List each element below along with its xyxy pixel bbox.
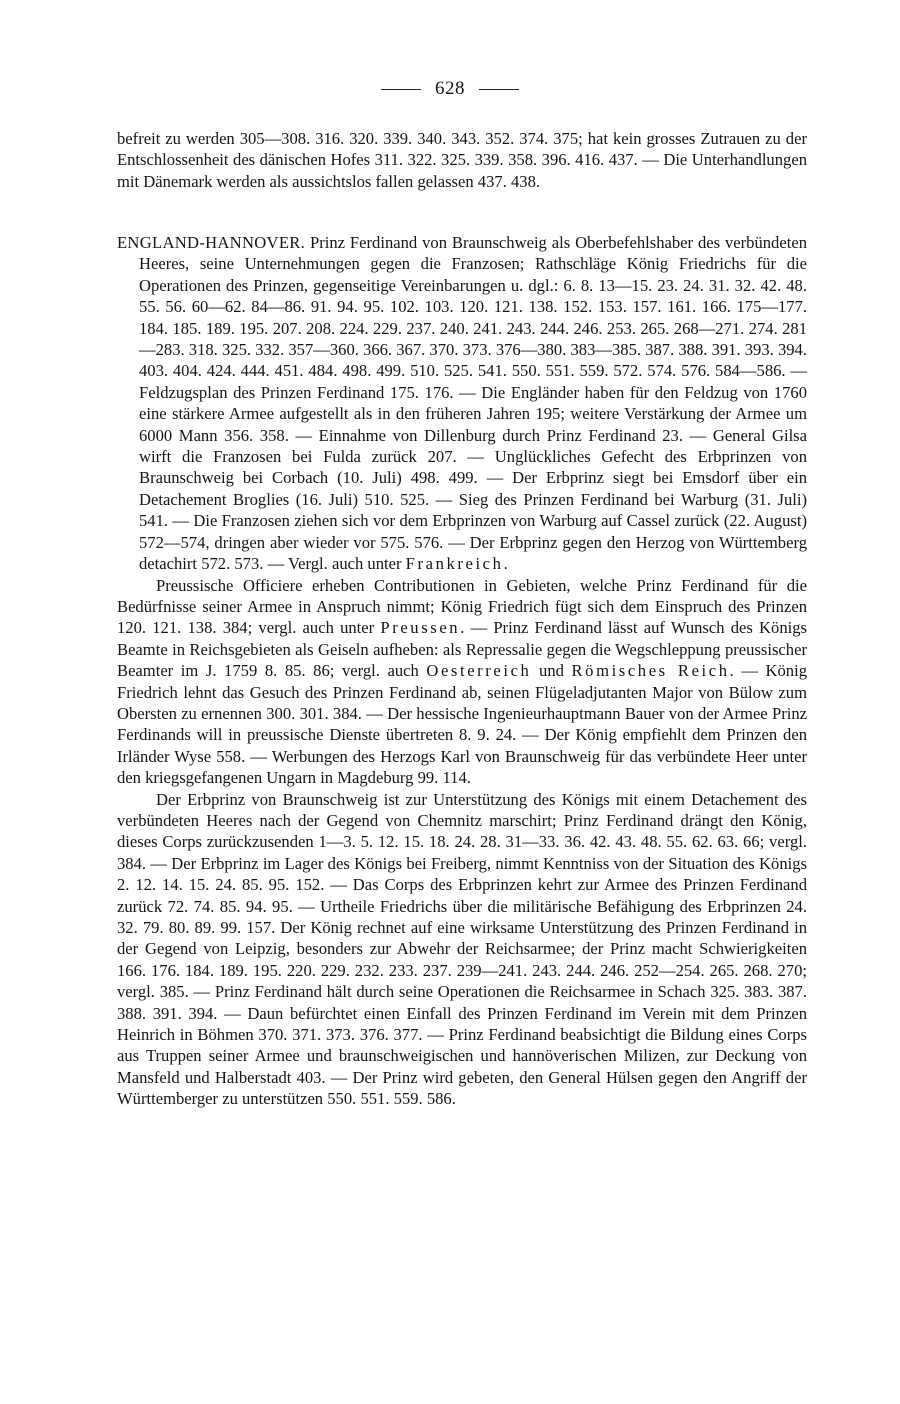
entry-p2-text-d: . — König Friedrich lehnt das Gesuch des Prinzen Ferdinand ab, seinen Flügeladjutanten Major von Bülow zum Obersten zu ernennen 300. 301. 384. — Der hessische Ingenieurhauptmann Bauer von der Armee Prinz Ferdinands will in preussische Dienste übertreten 8. 9. 24. — Der König empfiehlt dem Prinzen den Irländer Wyse 558. — Werbungen des Herzogs Karl von Braunschweig für das verbündete Heer unter den kriegsgefangenen Ungarn in Magdeburg 99. 114.: [117, 661, 807, 788]
entry-heading: ENGLAND-HANNOVER.: [117, 233, 306, 252]
entry-p1-end: .: [503, 554, 508, 574]
entry-p2-text-b: . — Prinz Ferdinand lässt auf Wunsch des Königs Beamte in Reichsgebieten als Geiseln aufheben: als Repressalie gegen die Wegschleppung preussischer Beamter im J. 1759 8. 85. 86; vergl. auch: [117, 618, 807, 681]
header-dash-left: [381, 89, 421, 90]
cross-reference-preussen: Preussen: [380, 618, 461, 638]
header-dash-right: [479, 89, 519, 90]
index-entry-england-hannover: [117, 232, 807, 1110]
page-header: [0, 78, 900, 100]
continuation-paragraph: befreit zu werden 305—308. 316. 320. 339. 340. 343. 352. 374. 375; hat kein grosses Zutrauen zu der Entschlossenheit des dänischen Hofes 311. 322. 325. 339. 358. 396. 416. 437. — Die Unterhandlungen mit Dänemark werden als aussichtslos fallen gelassen 437. 438.: [117, 129, 807, 191]
entry-paragraph-2: [117, 575, 807, 789]
page-number: 628: [435, 78, 465, 99]
entry-paragraph-3: Der Erbprinz von Braunschweig ist zur Unterstützung des Königs mit einem Detachement des verbündeten Heeres nach der Gegend von Chemnitz marschirt; Prinz Ferdinand drängt den König, dieses Corps zurückzusenden 1—3. 5. 12. 15. 18. 24. 28. 31—33. 36. 42. 43. 48. 55. 62. 63. 66; vergl. 384. — Der Erbprinz im Lager des Königs bei Freiberg, nimmt Kenntniss von der Situation des Königs 2. 12. 14. 15. 24. 85. 95. 152. — Das Corps des Erbprinzen kehrt zur Armee des Prinzen Ferdinand zurück 72. 74. 85. 94. 95. — Urtheile Friedrichs über die militärische Befähigung des Erbprinzen 24. 32. 79. 80. 89. 99. 157. Der König rechnet auf eine wirksame Unterstützung des Prinzen Ferdinand in der Gegend von Leipzig, besonders zur Abwehr der Reichsarmee; der Prinz macht Schwierigkeiten 166. 176. 184. 189. 195. 220. 229. 232. 233. 237. 239—241. 243. 244. 246. 252—254. 265. 268. 270; vergl. 385. — Prinz Ferdinand hält durch seine Operationen die Reichsarmee in Schach 325. 383. 387. 388. 391. 394. — Daun befürchtet einen Einfall des Prinzen Ferdinand im Verein mit dem Prinzen Heinrich in Böhmen 370. 371. 373. 376. 377. — Prinz Ferdinand beabsichtigt die Bildung eines Corps aus Truppen seiner Armee und braunschweigischen und hannöverischen Milizen, zur Deckung von Mansfeld und Halberstadt 403. — Der Prinz wird gebeten, den General Hülsen gegen den Angriff der Württemberger zu unterstützen 550. 551. 559. 586.: [117, 789, 807, 1109]
entry-p2-text-c: und: [531, 661, 572, 681]
cross-reference-frankreich: Frankreich: [405, 554, 504, 574]
entry-p2-text-a: Preussische Officiere erheben Contributionen in Gebieten, welche Prinz Ferdinand für die Bedürfnisse seiner Armee in Anspruch nimmt; König Friedrich fügt sich dem Einspruch des Prinzen 120. 121. 138. 384; vergl. auch unter: [117, 575, 807, 638]
continuation-block: [117, 128, 807, 192]
cross-reference-oesterreich: Oesterreich: [426, 661, 532, 681]
cross-reference-roemisches-reich: Römisches Reich: [571, 661, 730, 681]
entry-paragraph-1: [117, 232, 807, 575]
entry-p1-text: Prinz Ferdinand von Braunschweig als Oberbefehlshaber des verbündeten Heeres, seine Unternehmungen gegen die Franzosen; Rathschläge König Friedrichs für die Operationen des Prinzen, gegenseitige Vereinbarungen u. dgl.: 6. 8. 13—15. 23. 24. 31. 32. 42. 48. 55. 56. 60—62. 84—86. 91. 94. 95. 102. 103. 120. 121. 138. 152. 153. 157. 161. 166. 175—177. 184. 185. 189. 195. 207. 208. 224. 229. 237. 240. 241. 243. 244. 246. 253. 265. 268—271. 274. 281—283. 318. 325. 332. 357—360. 366. 367. 370. 373. 376—380. 383—385. 387. 388. 391. 393. 394. 403. 404. 424. 444. 451. 484. 498. 499. 510. 525. 541. 550. 551. 559. 572. 574. 576. 584—586. — Feldzugsplan des Prinzen Ferdinand 175. 176. — Die Engländer haben für den Feldzug von 1760 eine stärkere Armee aufgestellt als in den früheren Jahren 195; weitere Verstärkung der Armee um 6000 Mann 356. 358. — Einnahme von Dillenburg durch Prinz Ferdinand 23. — General Gilsa wirft die Franzosen bei Fulda zurück 207. — Unglückliches Gefecht des Erbprinzen von Braunschweig bei Corbach (10. Juli) 498. 499. — Der Erbprinz siegt bei Emsdorf über ein Detachement Broglies (16. Juli) 510. 525. — Sieg des Prinzen Ferdinand bei Warburg (31. Juli) 541. — Die Franzosen ziehen sich vor dem Erbprinzen von Warburg auf Cassel zurück (22. August) 572—574, dringen aber wieder vor 575. 576. — Der Erbprinz gegen den Herzog von Württemberg detachirt 572. 573. — Vergl. auch unter: [139, 233, 807, 574]
